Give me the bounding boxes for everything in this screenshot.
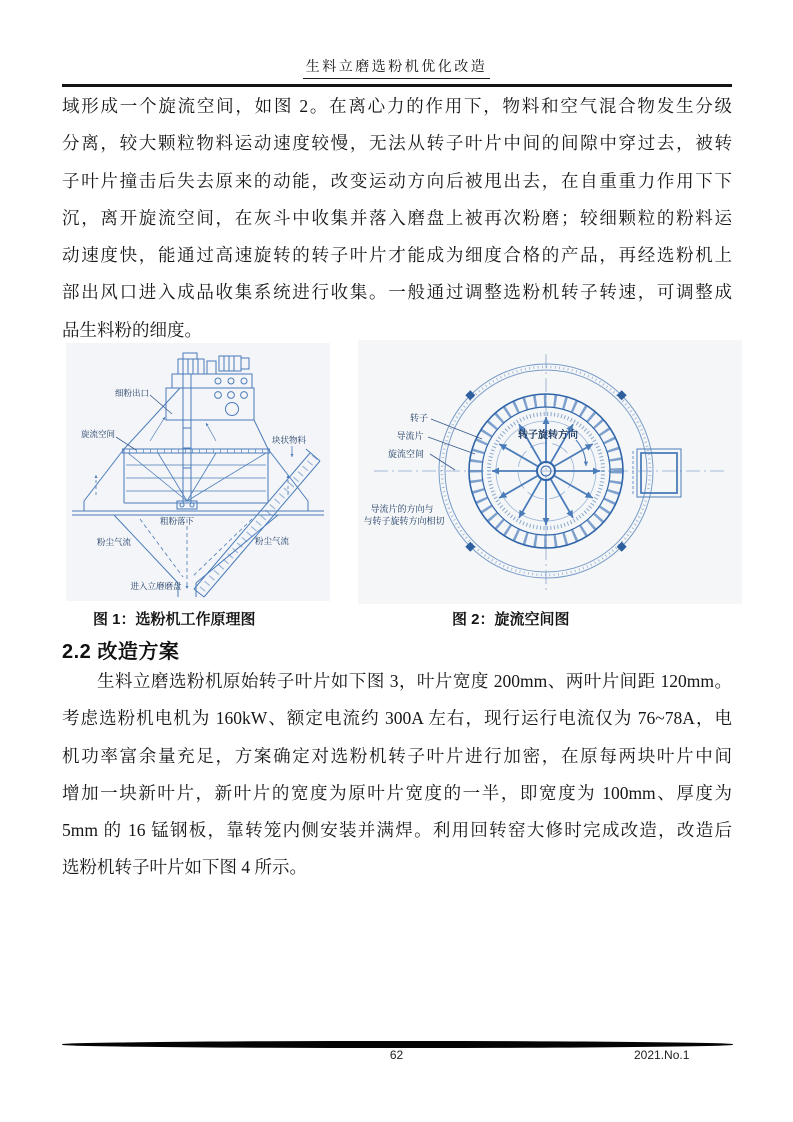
- fig1-label-fine-outlet: 细粉出口: [114, 388, 150, 398]
- body-line: 动速度快，能通过高速旋转的转子叶片才能成为细度合格的产品，再经选粉机上: [62, 245, 732, 266]
- body-line: 5mm 的 16 锰钢板，靠转笼内侧安装并满焊。利用回转窑大修时完成改造，改造后: [62, 820, 732, 841]
- fig1-background: [66, 343, 330, 601]
- fig2-background: [358, 340, 742, 604]
- body-line: 选粉机转子叶片如下图 4 所示。: [62, 857, 307, 878]
- fig2-label-note-line1: 导流片的方向与: [370, 504, 434, 514]
- fig1-label-lump-material: 块状物料: [271, 435, 307, 445]
- fig2-label-guide-vane: 导流片: [396, 431, 424, 441]
- fig2-label-note-line2: 与转子旋转方向相切: [363, 516, 445, 526]
- running-title: 生料立磨选粉机优化改造: [303, 56, 491, 79]
- paragraph-1: [62, 88, 732, 349]
- fig1-label-coarse-fall: 粗粉落下: [159, 516, 195, 526]
- fig1-label-dust-flow-left: 粉尘气流: [96, 537, 132, 547]
- fig1-label-to-mill-table: 进入立磨磨盘: [130, 581, 182, 591]
- body-line: 子叶片撞击后失去原来的动能，改变运动方向后被甩出去，在自重重力作用下下: [62, 170, 732, 191]
- paragraph-2: [62, 663, 732, 887]
- fig2-label-swirl-space: 旋流空间: [387, 449, 425, 459]
- body-line: 分离，较大颗粒物料运动速度较慢，无法从转子叶片中间的间隙中穿过去，被转: [62, 133, 732, 154]
- fig1-label-swirl-space: 旋流空间: [80, 429, 116, 439]
- body-line: 品生料粉的细度。: [62, 319, 202, 340]
- fig2-label-rotor: 转子: [409, 413, 429, 423]
- issue-number: 2021.No.1: [634, 1048, 690, 1062]
- figure-2-swirl-space-diagram: [358, 340, 742, 604]
- body-line: 生料立磨选粉机原始转子叶片如下图 3，叶片宽度 200mm、两叶片间距 120mm。: [97, 671, 732, 691]
- body-line: 域形成一个旋流空间，如图 2。在离心力的作用下，物料和空气混合物发生分级: [62, 96, 732, 116]
- fig2-label-rotation-direction: 转子旋转方向: [518, 430, 578, 441]
- figure-1-separator-schematic: [66, 343, 330, 601]
- header-rule: [62, 84, 732, 87]
- body-line: 考虑选粉机电机为 160kW、额定电流约 300A 左右，现行运行电流仅为 76~78A，电: [62, 708, 732, 729]
- body-line: 部出风口进入成品收集系统进行收集。一般通过调整选粉机转子转速，可调整成: [62, 282, 732, 303]
- page-header: [0, 56, 793, 79]
- body-line: 机功率富余量充足，方案确定对选粉机转子叶片进行加密，在原每两块叶片中间: [62, 745, 732, 766]
- figure-2-caption: 图 2：旋流空间图: [452, 611, 570, 628]
- page-number: 62: [389, 1048, 404, 1062]
- section-heading: 2.2 改造方案: [62, 641, 180, 663]
- footer-rule: [62, 1041, 733, 1048]
- body-line: 沉，离开旋流空间，在灰斗中收集并落入磨盘上被再次粉磨；较细颗粒的粉料运: [62, 207, 732, 228]
- body-line: 增加一块新叶片，新叶片的宽度为原叶片宽度的一半，即宽度为 100mm、厚度为: [62, 782, 732, 803]
- figure-1-caption: 图 1：选粉机工作原理图: [93, 611, 256, 628]
- fig1-label-dust-flow-right: 粉尘气流: [254, 536, 290, 546]
